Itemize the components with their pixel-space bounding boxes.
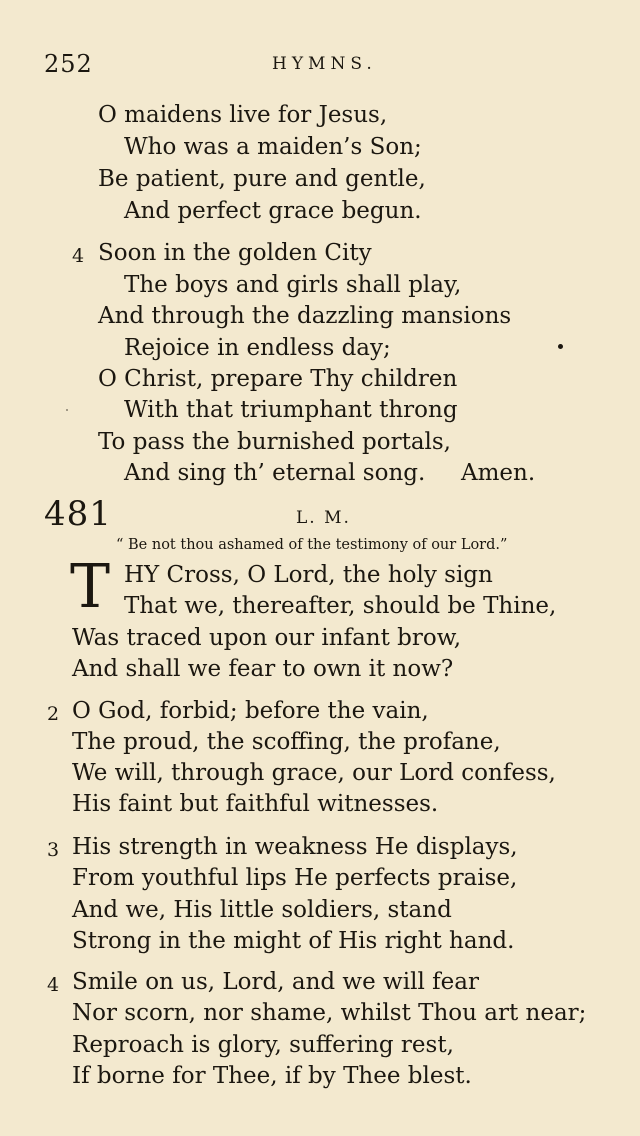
verse-line: Who was a maiden’s Son; [124, 134, 422, 160]
paper-speck [558, 344, 563, 349]
verse-line: Be patient, pure and gentle, [98, 166, 426, 192]
verse-line: The boys and girls shall play, [124, 272, 462, 298]
verse-line: Smile on us, Lord, and we will fear [72, 969, 479, 995]
verse-line: O God, forbid; before the vain, [72, 698, 429, 724]
verse-line: His strength in weakness He displays, [72, 834, 518, 860]
verse-line: HY Cross, O Lord, the holy sign [124, 562, 493, 588]
verse-line: We will, through grace, our Lord confess, [72, 760, 556, 786]
verse-number: 2 [47, 703, 60, 725]
hymn-number: 481 [44, 494, 112, 534]
verse-line: Reproach is glory, suffering rest, [72, 1032, 454, 1058]
verse-line: Rejoice in endless day; [124, 335, 391, 361]
verse-line: O maidens live for Jesus, [98, 102, 388, 128]
verse-line: Strong in the might of His right hand. [72, 928, 515, 954]
paper-speck [66, 409, 68, 411]
verse-line: And we, His little soldiers, stand [72, 897, 452, 923]
verse-line: And sing th’ eternal song. [124, 460, 426, 486]
verse-line: The proud, the scoffing, the profane, [72, 729, 501, 755]
verse-line: To pass the burnished portals, [98, 429, 451, 455]
page-number: 252 [44, 50, 93, 78]
verse-line: With that triumphant throng [124, 397, 458, 423]
verse-line: That we, thereafter, should be Thine, [124, 593, 557, 619]
verse-line: Nor scorn, nor shame, whilst Thou art near; [72, 1000, 587, 1026]
amen-text: Amen. [461, 460, 536, 486]
verse-number: 3 [47, 839, 60, 861]
verse-line: From youthful lips He perfects praise, [72, 865, 518, 891]
verse-number: 4 [72, 245, 85, 267]
verse-number: 4 [47, 974, 60, 996]
running-title: HYMNS. [272, 54, 377, 74]
verse-line: If borne for Thee, if by Thee blest. [72, 1063, 472, 1089]
verse-line: Soon in the golden City [98, 240, 372, 266]
verse-line: Was traced upon our infant brow, [72, 625, 462, 651]
page-header [0, 48, 640, 84]
drop-cap: T [70, 552, 111, 622]
verse-line: And through the dazzling mansions [98, 303, 512, 329]
verse-line: And perfect grace begun. [124, 198, 422, 224]
hymn-meter: L. M. [296, 508, 351, 528]
verse-line: And shall we fear to own it now? [72, 656, 454, 682]
verse-line: O Christ, prepare Thy children [98, 366, 458, 392]
hymn-epigraph: “ Be not thou ashamed of the testimony of our Lord.” [116, 537, 508, 553]
verse-line: His faint but faithful witnesses. [72, 791, 439, 817]
